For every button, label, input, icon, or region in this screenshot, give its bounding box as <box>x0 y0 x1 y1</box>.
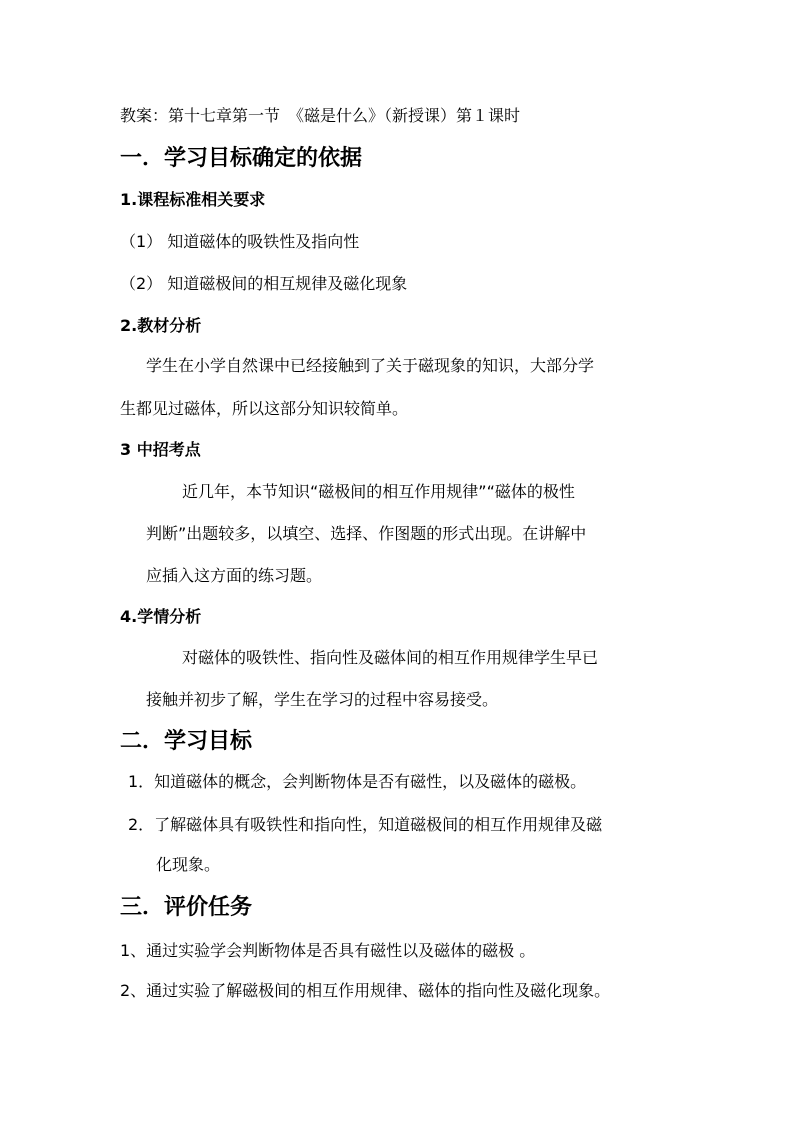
standard-item-2: （2） 知道磁极间的相互规律及磁化现象 <box>120 274 408 293</box>
learning-goal-1: 1．知道磁体的概念，会判断物体是否有磁性，以及磁体的磁极。 <box>128 772 587 791</box>
subsection-3-heading: 3 中招考点 <box>120 440 201 459</box>
textbook-analysis-line-2: 生都见过磁体，所以这部分知识较简单。 <box>120 399 409 418</box>
exam-points-line-1: 近几年，本节知识“磁极间的相互作用规律”“磁体的极性 <box>182 482 575 501</box>
exam-points-line-3: 应插入这方面的练习题。 <box>146 566 323 585</box>
exam-points-line-2: 判断”出题较多，以填空、选择、作图题的形式出现。在讲解中 <box>146 524 587 543</box>
standard-item-1: （1） 知道磁体的吸铁性及指向性 <box>120 232 360 251</box>
learner-analysis-line-1: 对磁体的吸铁性、指向性及磁体间的相互作用规律学生早已 <box>182 648 599 667</box>
section-2-heading: 二．学习目标 <box>120 729 253 754</box>
subsection-1-heading: 1.课程标准相关要求 <box>120 190 266 209</box>
learner-analysis-line-2: 接触并初步了解，学生在学习的过程中容易接受。 <box>146 690 499 709</box>
textbook-analysis-line-1: 学生在小学自然课中已经接触到了关于磁现象的知识，大部分学 <box>146 356 595 375</box>
evaluation-task-1: 1、通过实验学会判断物体是否具有磁性以及磁体的磁极 。 <box>120 941 536 960</box>
learning-goal-2: 2．了解磁体具有吸铁性和指向性，知道磁极间的相互作用规律及磁 <box>128 815 603 834</box>
section-1-heading: 一．学习目标确定的依据 <box>120 146 363 171</box>
subsection-4-heading: 4.学情分析 <box>120 607 202 626</box>
evaluation-task-2: 2、通过实验了解磁极间的相互作用规律、磁体的指向性及磁化现象。 <box>120 981 611 1000</box>
section-3-heading: 三．评价任务 <box>120 895 253 920</box>
document-title: 教案：第十七章第一节 《磁是什么》（新授课）第１课时 <box>120 106 521 125</box>
learning-goal-2-continued: 化现象。 <box>156 855 221 874</box>
subsection-2-heading: 2.教材分析 <box>120 316 202 335</box>
